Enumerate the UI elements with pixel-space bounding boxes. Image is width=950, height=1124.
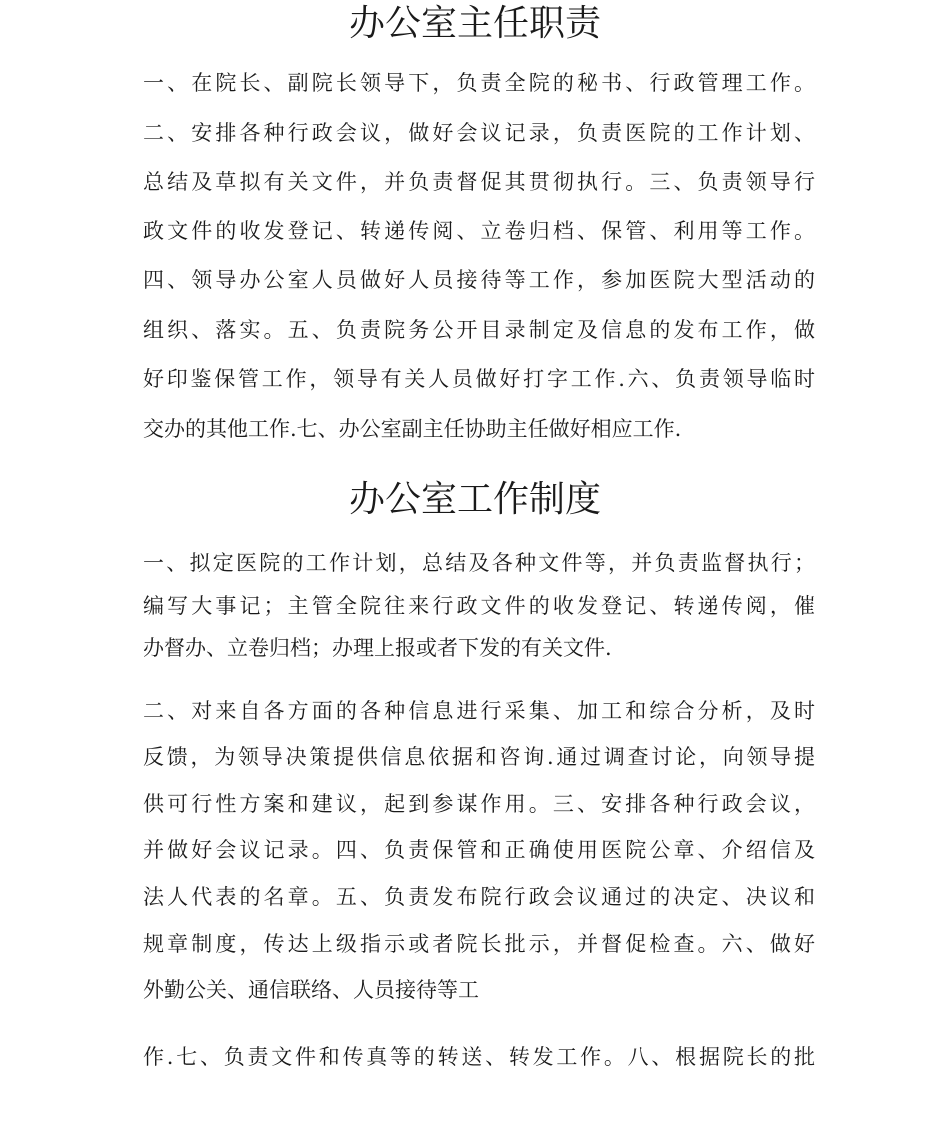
text-line: 交办的其他工作.七、办公室副主任协助主任做好相应工作. — [143, 417, 682, 441]
text-line: 好印鉴保管工作，领导有关人员做好打字工作.六、负责领导临时 — [143, 367, 815, 391]
text-line: 法人代表的名章。五、负责发布院行政会议通过的决定、决议和 — [143, 885, 815, 909]
text-line: 作.七、负责文件和传真等的转送、转发工作。八、根据院长的批 — [143, 1045, 815, 1069]
text-line: 总结及草拟有关文件，并负责督促其贯彻执行。三、负责领导行 — [143, 170, 815, 194]
section-title-director-duties: 办公室主任职责 — [348, 3, 601, 44]
text-line: 办督办、立卷归档；办理上报或者下发的有关文件. — [143, 636, 612, 660]
text-line: 外勤公关、通信联络、人员接待等工 — [143, 978, 479, 1002]
text-line: 编写大事记；主管全院往来行政文件的收发登记、转递传阅，催 — [143, 594, 815, 618]
text-line: 政文件的收发登记、转递传阅、立卷归档、保管、利用等工作。 — [143, 219, 815, 243]
section-title-office-rules: 办公室工作制度 — [348, 479, 601, 520]
text-line: 组织、落实。五、负责院务公开目录制定及信息的发布工作，做 — [143, 318, 815, 342]
text-line: 反馈，为领导决策提供信息依据和咨询.通过调查讨论，向领导提 — [143, 745, 815, 769]
text-line: 四、领导办公室人员做好人员接待等工作，参加医院大型活动的 — [143, 268, 815, 292]
text-line: 一、在院长、副院长领导下，负责全院的秘书、行政管理工作。 — [143, 71, 815, 95]
text-line: 二、安排各种行政会议，做好会议记录，负责医院的工作计划、 — [143, 121, 815, 145]
text-line: 一、拟定医院的工作计划，总结及各种文件等，并负责监督执行； — [143, 551, 815, 575]
text-line: 供可行性方案和建议，起到参谋作用。三、安排各种行政会议， — [143, 792, 815, 816]
text-line: 并做好会议记录。四、负责保管和正确使用医院公章、介绍信及 — [143, 838, 815, 862]
text-line: 规章制度，传达上级指示或者院长批示，并督促检查。六、做好 — [143, 932, 815, 956]
text-line: 二、对来自各方面的各种信息进行采集、加工和综合分析，及时 — [143, 699, 815, 723]
